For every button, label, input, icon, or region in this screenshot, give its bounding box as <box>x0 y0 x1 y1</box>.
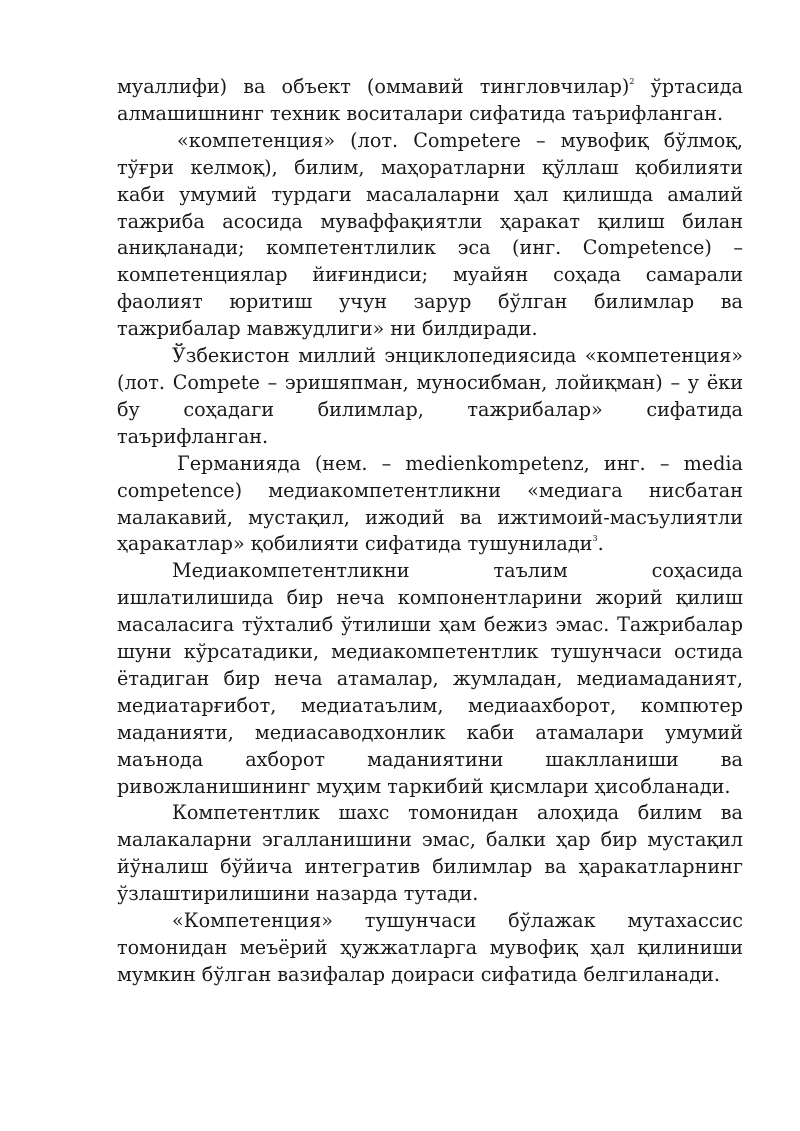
paragraph-5: Медиакомпетентликни таълим соҳасида ишлатилишида бир неча компонентларини жорий қилиш масаласига тўхталиб ўтилиши ҳам бежиз эмас. Тажрибалар шуни кўрсатадики, медиакомпетентлик тушунчаси остида ётадиган бир неча атамалар, жумладан, медиамаданият, медиатарғибот, медиатаълим, медиаахборот, компютер маданияти, медиасаводхонлик каби атамалари умумий маънода ахборот маданиятини шаклланиши ва ривожланишининг муҳим таркибий қисмлари ҳисобланади. <box>117 559 743 798</box>
paragraph-2: «компетенция» (лот. Competere – мувофиқ бўлмоқ, тўғри келмоқ), билим, маҳоратларни қўллаш қобилияти каби умумий турдаги масалаларни ҳал қилишда амалий тажриба асосида муваффақиятли ҳаракат қилиш билан аниқланади; компетентлилик эса (инг. Competence) – компетенциялар йиғиндиси; муайян соҳада самарали фаолият юритиш учун зарур бўлган билимлар ва тажрибалар мавжудлиги» ни билдиради. <box>117 128 743 341</box>
paragraph-4-text: Германияда (нем. – medienkompetenz, инг. – media competence) медиакомпетентликни «медиага нисбатан малакавий, мустақил, ижодий ва ижтимоий-масъулиятли ҳаракатлар» қобилияти сифатида тушунилади <box>117 451 743 556</box>
paragraph-3: Ўзбекистон миллий энциклопедиясида «компетенция» (лот. Compete – эришяпман, муносибман, лойиқман) – у ёки бу соҳадаги билимлар, тажрибалар» сифатида таърифланган. <box>117 344 743 448</box>
document-page <box>117 74 743 989</box>
paragraph-4-text-after: . <box>597 532 604 556</box>
paragraph-1-text-after: ўртасида алмашишнинг техник воситалари сифатида таърифланган. <box>117 75 743 125</box>
paragraph-4 <box>117 451 743 559</box>
paragraph-7: «Компетенция» тушунчаси бўлажак мутахассис томонидан меъёрий ҳужжатларга мувофиқ ҳал қилиниши мумкин бўлган вазифалар доираси сифатида белгиланади. <box>117 909 743 986</box>
paragraph-1-text: муаллифи) ва объект (оммавий тингловчилар) <box>117 75 630 98</box>
paragraph-1 <box>117 74 743 128</box>
footnote-ref-2[interactable]: 2 <box>629 77 635 86</box>
paragraph-6: Компетентлик шахс томонидан алоҳида билим ва малакаларни эгалланишини эмас, балки ҳар бир мустақил йўналиш бўйича интегратив билимлар ва ҳаракатларнинг ўзлаштирилишини назарда тутади. <box>117 801 743 906</box>
footnote-ref-3[interactable]: 3 <box>592 534 598 544</box>
